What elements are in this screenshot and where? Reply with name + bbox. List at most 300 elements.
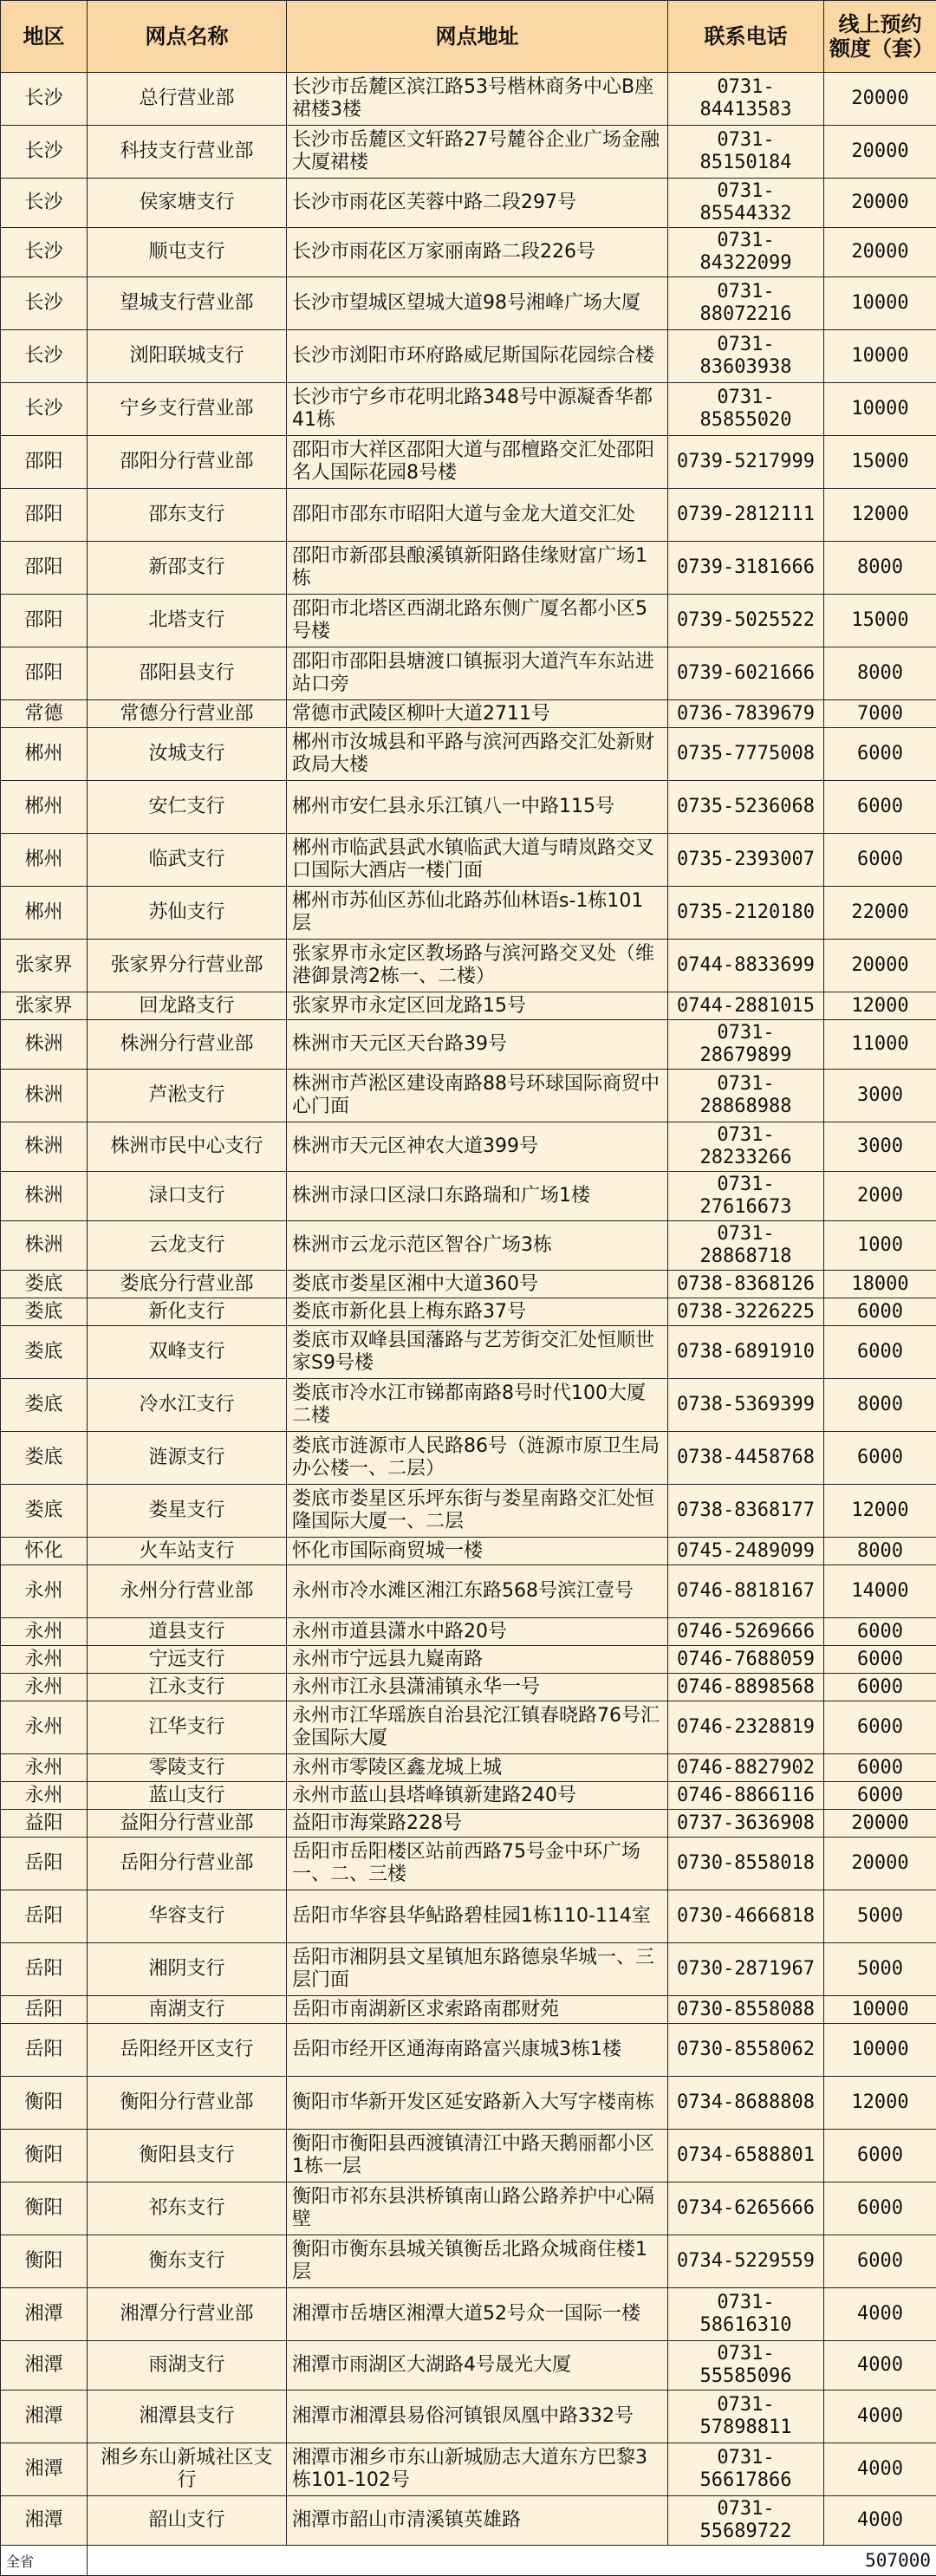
cell-region: 永州: [1, 1618, 88, 1646]
cell-region: 湘潭: [1, 2496, 88, 2546]
cell-region: 长沙: [1, 330, 88, 383]
cell-quota: 14000: [824, 1565, 936, 1618]
cell-region: 株洲: [1, 1221, 88, 1271]
cell-phone: 0735-7775008: [668, 728, 824, 781]
table-row: [1, 887, 936, 940]
cell-address: 邵阳市新邵县酿溪镇新阳路佳缘财富广场1栋: [287, 542, 668, 595]
total-row: [1, 2546, 936, 2576]
cell-name: 顺屯支行: [88, 228, 287, 277]
cell-name: 宁乡支行营业部: [88, 383, 287, 436]
cell-name: 南湖支行: [88, 1996, 287, 2024]
cell-name: 宁远支行: [88, 1646, 287, 1674]
cell-phone: 0731-28679899: [668, 1020, 824, 1070]
cell-region: 岳阳: [1, 1996, 88, 2024]
cell-address: 衡阳市祁东县洪桥镇南山路公路养护中心隔壁: [287, 2182, 668, 2235]
cell-phone: 0746-2328819: [668, 1701, 824, 1754]
cell-phone: 0731-27616673: [668, 1172, 824, 1221]
cell-phone: 0738-4458768: [668, 1432, 824, 1485]
cell-name: 浏阳联城支行: [88, 330, 287, 383]
cell-quota: 20000: [824, 228, 936, 277]
table-row: [1, 179, 936, 228]
cell-region: 益阳: [1, 1810, 88, 1838]
cell-name: 道县支行: [88, 1618, 287, 1646]
cell-quota: 8000: [824, 1379, 936, 1432]
table-row: [1, 2496, 936, 2546]
cell-quota: 10000: [824, 277, 936, 330]
cell-quota: 12000: [824, 489, 936, 542]
cell-name: 益阳分行营业部: [88, 1810, 287, 1838]
cell-quota: 20000: [824, 1810, 936, 1838]
cell-phone: 0739-3181666: [668, 542, 824, 595]
cell-phone: 0731-56617866: [668, 2443, 824, 2496]
cell-quota: 10000: [824, 330, 936, 383]
cell-phone: 0746-8898568: [668, 1674, 824, 1701]
cell-address: 长沙市浏阳市环府路威尼斯国际花园综合楼: [287, 330, 668, 383]
cell-region: 岳阳: [1, 1838, 88, 1890]
cell-region: 常德: [1, 700, 88, 728]
cell-address: 湘潭市雨湖区大湖路4号晟光大厦: [287, 2341, 668, 2391]
total-value: 507000: [88, 2546, 936, 2576]
table-row: [1, 2077, 936, 2130]
cell-quota: 6000: [824, 1618, 936, 1646]
cell-region: 邵阳: [1, 647, 88, 700]
cell-phone: 0738-8368126: [668, 1271, 824, 1298]
cell-phone: 0731-85150184: [668, 126, 824, 179]
cell-region: 怀化: [1, 1538, 88, 1565]
cell-phone: 0736-7839679: [668, 700, 824, 728]
table-row: [1, 542, 936, 595]
cell-phone: 0731-85544332: [668, 179, 824, 228]
cell-name: 衡阳县支行: [88, 2130, 287, 2182]
table-row: [1, 2024, 936, 2077]
table-row: [1, 1122, 936, 1172]
cell-address: 长沙市雨花区芙蓉中路二段297号: [287, 179, 668, 228]
cell-name: 火车站支行: [88, 1538, 287, 1565]
cell-quota: 15000: [824, 595, 936, 647]
cell-address: 娄底市冷水江市锑都南路8号时代100大厦二楼: [287, 1379, 668, 1432]
cell-phone: 0734-6265666: [668, 2182, 824, 2235]
cell-quota: 15000: [824, 436, 936, 489]
table-row: [1, 1674, 936, 1701]
cell-address: 衡阳市衡东县城关镇衡岳北路众城商住楼1层: [287, 2235, 668, 2288]
table-row: [1, 940, 936, 992]
table-row: [1, 1565, 936, 1618]
cell-phone: 0731-84413583: [668, 73, 824, 126]
cell-address: 邵阳市邵阳县塘渡口镇振羽大道汽车东站进站口旁: [287, 647, 668, 700]
cell-address: 永州市宁远县九嶷南路: [287, 1646, 668, 1674]
cell-name: 冷水江支行: [88, 1379, 287, 1432]
cell-address: 邵阳市大祥区邵阳大道与邵檀路交汇处邵阳名人国际花园8号楼: [287, 436, 668, 489]
cell-name: 渌口支行: [88, 1172, 287, 1221]
cell-phone: 0738-8368177: [668, 1485, 824, 1538]
cell-address: 岳阳市经开区通海南路富兴康城3栋1楼: [287, 2024, 668, 2077]
cell-name: 侯家塘支行: [88, 179, 287, 228]
cell-address: 常德市武陵区柳叶大道2711号: [287, 700, 668, 728]
cell-address: 永州市江永县潇浦镇永华一号: [287, 1674, 668, 1701]
cell-phone: 0737-3636908: [668, 1810, 824, 1838]
cell-name: 邵阳县支行: [88, 647, 287, 700]
cell-name: 衡东支行: [88, 2235, 287, 2288]
cell-name: 株洲分行营业部: [88, 1020, 287, 1070]
cell-quota: 2000: [824, 1172, 936, 1221]
cell-region: 湘潭: [1, 2391, 88, 2443]
cell-name: 汝城支行: [88, 728, 287, 781]
table-row: [1, 2235, 936, 2288]
cell-address: 岳阳市岳阳楼区站前西路75号金中环广场一、二、三楼: [287, 1838, 668, 1890]
table-row: [1, 2391, 936, 2443]
cell-phone: 0738-6891910: [668, 1326, 824, 1379]
cell-name: 科技支行营业部: [88, 126, 287, 179]
cell-region: 娄底: [1, 1326, 88, 1379]
header-row: [1, 1, 936, 73]
cell-address: 湘潭市湘潭县易俗河镇银凤凰中路332号: [287, 2391, 668, 2443]
cell-quota: 6000: [824, 2130, 936, 2182]
cell-name: 新化支行: [88, 1298, 287, 1326]
table-row: [1, 1221, 936, 1271]
cell-quota: 6000: [824, 1674, 936, 1701]
cell-quota: 3000: [824, 1122, 936, 1172]
cell-name: 回龙路支行: [88, 992, 287, 1020]
cell-region: 衡阳: [1, 2077, 88, 2130]
cell-quota: 5000: [824, 1890, 936, 1943]
cell-phone: 0735-5236068: [668, 781, 824, 834]
table-row: [1, 489, 936, 542]
header-address: 网点地址: [287, 1, 668, 73]
table-row: [1, 992, 936, 1020]
table-row: [1, 1838, 936, 1890]
cell-phone: 0744-8833699: [668, 940, 824, 992]
cell-name: 衡阳分行营业部: [88, 2077, 287, 2130]
table-row: [1, 1996, 936, 2024]
table-row: [1, 1701, 936, 1754]
cell-quota: 6000: [824, 1782, 936, 1810]
cell-name: 蓝山支行: [88, 1782, 287, 1810]
cell-address: 永州市道县潇水中路20号: [287, 1618, 668, 1646]
cell-name: 苏仙支行: [88, 887, 287, 940]
cell-quota: 8000: [824, 647, 936, 700]
table-row: [1, 1754, 936, 1782]
cell-region: 张家界: [1, 940, 88, 992]
cell-address: 株洲市芦淞区建设南路88号环球国际商贸中心门面: [287, 1070, 668, 1122]
total-label: 全省: [1, 2546, 88, 2576]
cell-address: 娄底市新化县上梅东路37号: [287, 1298, 668, 1326]
cell-address: 长沙市雨花区万家丽南路二段226号: [287, 228, 668, 277]
table-row: [1, 1020, 936, 1070]
cell-address: 湘潭市湘乡市东山新城励志大道东方巴黎3栋101-102号: [287, 2443, 668, 2496]
cell-address: 永州市蓝山县塔峰镇新建路240号: [287, 1782, 668, 1810]
cell-address: 岳阳市华容县华鲇路碧桂园1栋110-114室: [287, 1890, 668, 1943]
cell-quota: 6000: [824, 1646, 936, 1674]
cell-region: 株洲: [1, 1172, 88, 1221]
cell-name: 北塔支行: [88, 595, 287, 647]
cell-name: 华容支行: [88, 1890, 287, 1943]
cell-name: 岳阳经开区支行: [88, 2024, 287, 2077]
header-region: 地区: [1, 1, 88, 73]
cell-phone: 0739-2812111: [668, 489, 824, 542]
cell-quota: 6000: [824, 2235, 936, 2288]
cell-name: 零陵支行: [88, 1754, 287, 1782]
cell-quota: 7000: [824, 700, 936, 728]
cell-address: 郴州市苏仙区苏仙北路苏仙林语s-1栋101层: [287, 887, 668, 940]
cell-name: 涟源支行: [88, 1432, 287, 1485]
cell-phone: 0744-2881015: [668, 992, 824, 1020]
cell-region: 邵阳: [1, 489, 88, 542]
table-row: [1, 126, 936, 179]
cell-name: 江华支行: [88, 1701, 287, 1754]
table-row: [1, 330, 936, 383]
cell-address: 永州市零陵区鑫龙城上城: [287, 1754, 668, 1782]
cell-quota: 6000: [824, 781, 936, 834]
cell-phone: 0731-84322099: [668, 228, 824, 277]
cell-region: 娄底: [1, 1379, 88, 1432]
cell-address: 怀化市国际商贸城一楼: [287, 1538, 668, 1565]
table-row: [1, 277, 936, 330]
cell-phone: 0731-55689722: [668, 2496, 824, 2546]
table-row: [1, 1172, 936, 1221]
table-row: [1, 2443, 936, 2496]
table-row: [1, 2288, 936, 2341]
cell-address: 永州市冷水滩区湘江东路568号滨江壹号: [287, 1565, 668, 1618]
cell-name: 双峰支行: [88, 1326, 287, 1379]
cell-name: 湘乡东山新城社区支行: [88, 2443, 287, 2496]
cell-address: 张家界市永定区教场路与滨河路交叉处（维港御景湾2栋一、二楼）: [287, 940, 668, 992]
table-row: [1, 1379, 936, 1432]
table-row: [1, 228, 936, 277]
cell-quota: 4000: [824, 2288, 936, 2341]
cell-region: 长沙: [1, 126, 88, 179]
cell-address: 株洲市天元区神农大道399号: [287, 1122, 668, 1172]
cell-phone: 0730-4666818: [668, 1890, 824, 1943]
cell-address: 衡阳市衡阳县西渡镇清江中路天鹅丽都小区1栋一层: [287, 2130, 668, 2182]
cell-name: 湘潭分行营业部: [88, 2288, 287, 2341]
cell-phone: 0746-8827902: [668, 1754, 824, 1782]
cell-region: 湘潭: [1, 2288, 88, 2341]
cell-quota: 4000: [824, 2443, 936, 2496]
table-row: [1, 1810, 936, 1838]
cell-quota: 6000: [824, 1432, 936, 1485]
cell-address: 岳阳市南湖新区求索路南郡财苑: [287, 1996, 668, 2024]
cell-name: 邵阳分行营业部: [88, 436, 287, 489]
cell-quota: 20000: [824, 940, 936, 992]
cell-region: 株洲: [1, 1070, 88, 1122]
cell-quota: 11000: [824, 1020, 936, 1070]
cell-address: 郴州市汝城县和平路与滨河西路交汇处新财政局大楼: [287, 728, 668, 781]
cell-quota: 12000: [824, 992, 936, 1020]
table-row: [1, 436, 936, 489]
cell-region: 岳阳: [1, 2024, 88, 2077]
cell-name: 望城支行营业部: [88, 277, 287, 330]
cell-name: 张家界分行营业部: [88, 940, 287, 992]
cell-phone: 0735-2393007: [668, 834, 824, 887]
header-phone: 联系电话: [668, 1, 824, 73]
cell-quota: 22000: [824, 887, 936, 940]
table-row: [1, 834, 936, 887]
cell-address: 长沙市宁乡市花明北路348号中源凝香华都41栋: [287, 383, 668, 436]
table-row: [1, 2182, 936, 2235]
cell-name: 娄星支行: [88, 1485, 287, 1538]
cell-address: 株洲市天元区天台路39号: [287, 1020, 668, 1070]
cell-quota: 4000: [824, 2341, 936, 2391]
cell-quota: 8000: [824, 1538, 936, 1565]
cell-region: 株洲: [1, 1122, 88, 1172]
cell-region: 长沙: [1, 228, 88, 277]
cell-name: 云龙支行: [88, 1221, 287, 1271]
cell-phone: 0730-8558062: [668, 2024, 824, 2077]
cell-phone: 0734-8688808: [668, 2077, 824, 2130]
cell-address: 娄底市双峰县国藩路与艺芳街交汇处恒顺世家S9号楼: [287, 1326, 668, 1379]
cell-address: 长沙市岳麓区文轩路27号麓谷企业广场金融大厦裙楼: [287, 126, 668, 179]
cell-address: 郴州市安仁县永乐江镇八一中路115号: [287, 781, 668, 834]
table-row: [1, 700, 936, 728]
cell-phone: 0731-58616310: [668, 2288, 824, 2341]
table-row: [1, 1298, 936, 1326]
table-row: [1, 1271, 936, 1298]
cell-name: 芦淞支行: [88, 1070, 287, 1122]
cell-phone: 0739-5217999: [668, 436, 824, 489]
cell-region: 永州: [1, 1782, 88, 1810]
cell-region: 邵阳: [1, 542, 88, 595]
cell-region: 郴州: [1, 834, 88, 887]
cell-phone: 0731-28868988: [668, 1070, 824, 1122]
cell-quota: 20000: [824, 73, 936, 126]
cell-phone: 0731-83603938: [668, 330, 824, 383]
cell-name: 湘潭县支行: [88, 2391, 287, 2443]
cell-region: 长沙: [1, 277, 88, 330]
cell-region: 衡阳: [1, 2130, 88, 2182]
cell-region: 娄底: [1, 1298, 88, 1326]
cell-region: 郴州: [1, 728, 88, 781]
cell-region: 湘潭: [1, 2443, 88, 2496]
cell-address: 娄底市娄星区湘中大道360号: [287, 1271, 668, 1298]
cell-quota: 10000: [824, 2024, 936, 2077]
cell-phone: 0734-6588801: [668, 2130, 824, 2182]
cell-address: 永州市江华瑶族自治县沱江镇春晓路76号汇金国际大厦: [287, 1701, 668, 1754]
cell-quota: 10000: [824, 1996, 936, 2024]
cell-quota: 6000: [824, 728, 936, 781]
cell-quota: 1000: [824, 1221, 936, 1271]
cell-name: 常德分行营业部: [88, 700, 287, 728]
cell-phone: 0738-3226225: [668, 1298, 824, 1326]
table-row: [1, 1782, 936, 1810]
cell-address: 益阳市海棠路228号: [287, 1810, 668, 1838]
cell-region: 娄底: [1, 1432, 88, 1485]
cell-address: 娄底市涟源市人民路86号（涟源市原卫生局办公楼一、二层）: [287, 1432, 668, 1485]
cell-quota: 6000: [824, 2182, 936, 2235]
cell-phone: 0731-85855020: [668, 383, 824, 436]
cell-region: 衡阳: [1, 2235, 88, 2288]
cell-region: 郴州: [1, 781, 88, 834]
cell-name: 永州分行营业部: [88, 1565, 287, 1618]
table-row: [1, 595, 936, 647]
cell-phone: 0745-2489099: [668, 1538, 824, 1565]
cell-phone: 0731-55585096: [668, 2341, 824, 2391]
cell-region: 永州: [1, 1754, 88, 1782]
cell-address: 长沙市望城区望城大道98号湘峰广场大厦: [287, 277, 668, 330]
cell-region: 张家界: [1, 992, 88, 1020]
header-name: 网点名称: [88, 1, 287, 73]
cell-address: 株洲市云龙示范区智谷广场3栋: [287, 1221, 668, 1271]
table-row: [1, 1943, 936, 1996]
cell-address: 岳阳市湘阴县文星镇旭东路德泉华城一、三层门面: [287, 1943, 668, 1996]
cell-name: 临武支行: [88, 834, 287, 887]
table-row: [1, 73, 936, 126]
table-row: [1, 1326, 936, 1379]
cell-region: 邵阳: [1, 595, 88, 647]
cell-phone: 0731-57898811: [668, 2391, 824, 2443]
cell-phone: 0746-8866116: [668, 1782, 824, 1810]
cell-phone: 0734-5229559: [668, 2235, 824, 2288]
cell-address: 株洲市渌口区渌口东路瑞和广场1楼: [287, 1172, 668, 1221]
cell-phone: 0746-7688059: [668, 1646, 824, 1674]
table-row: [1, 1618, 936, 1646]
cell-quota: 20000: [824, 179, 936, 228]
cell-quota: 12000: [824, 2077, 936, 2130]
cell-phone: 0735-2120180: [668, 887, 824, 940]
cell-address: 邵阳市北塔区西湖北路东侧广厦名都小区5号楼: [287, 595, 668, 647]
cell-phone: 0739-6021666: [668, 647, 824, 700]
table-row: [1, 2130, 936, 2182]
cell-quota: 4000: [824, 2496, 936, 2546]
cell-region: 娄底: [1, 1485, 88, 1538]
cell-region: 永州: [1, 1701, 88, 1754]
table-row: [1, 1538, 936, 1565]
cell-quota: 18000: [824, 1271, 936, 1298]
cell-quota: 12000: [824, 1485, 936, 1538]
table-body: [1, 73, 936, 2546]
cell-address: 邵阳市邵东市昭阳大道与金龙大道交汇处: [287, 489, 668, 542]
table-row: [1, 1432, 936, 1485]
header-quota: 线上预约额度（套）: [824, 1, 936, 73]
cell-phone: 0730-2871967: [668, 1943, 824, 1996]
cell-region: 长沙: [1, 383, 88, 436]
cell-name: 岳阳分行营业部: [88, 1838, 287, 1890]
cell-name: 总行营业部: [88, 73, 287, 126]
cell-region: 株洲: [1, 1020, 88, 1070]
cell-phone: 0738-5369399: [668, 1379, 824, 1432]
cell-region: 永州: [1, 1646, 88, 1674]
cell-address: 湘潭市岳塘区湘潭大道52号众一国际一楼: [287, 2288, 668, 2341]
cell-region: 永州: [1, 1565, 88, 1618]
cell-address: 衡阳市华新开发区延安路新入大写字楼南栋: [287, 2077, 668, 2130]
cell-quota: 20000: [824, 126, 936, 179]
table-row: [1, 383, 936, 436]
cell-region: 郴州: [1, 887, 88, 940]
table-row: [1, 647, 936, 700]
cell-quota: 8000: [824, 542, 936, 595]
cell-address: 娄底市娄星区乐坪东街与娄星南路交汇处恒隆国际大厦一、二层: [287, 1485, 668, 1538]
table-row: [1, 1890, 936, 1943]
cell-name: 新邵支行: [88, 542, 287, 595]
cell-region: 长沙: [1, 73, 88, 126]
cell-region: 长沙: [1, 179, 88, 228]
table-row: [1, 1646, 936, 1674]
cell-phone: 0739-5025522: [668, 595, 824, 647]
cell-name: 安仁支行: [88, 781, 287, 834]
table-row: [1, 728, 936, 781]
cell-name: 韶山支行: [88, 2496, 287, 2546]
cell-phone: 0730-8558018: [668, 1838, 824, 1890]
cell-address: 长沙市岳麓区滨江路53号楷林商务中心B座裙楼3楼: [287, 73, 668, 126]
cell-region: 永州: [1, 1674, 88, 1701]
cell-quota: 10000: [824, 383, 936, 436]
cell-phone: 0731-28233266: [668, 1122, 824, 1172]
cell-phone: 0746-5269666: [668, 1618, 824, 1646]
cell-quota: 20000: [824, 1838, 936, 1890]
cell-region: 娄底: [1, 1271, 88, 1298]
cell-region: 湘潭: [1, 2341, 88, 2391]
cell-phone: 0746-8818167: [668, 1565, 824, 1618]
table-row: [1, 1485, 936, 1538]
